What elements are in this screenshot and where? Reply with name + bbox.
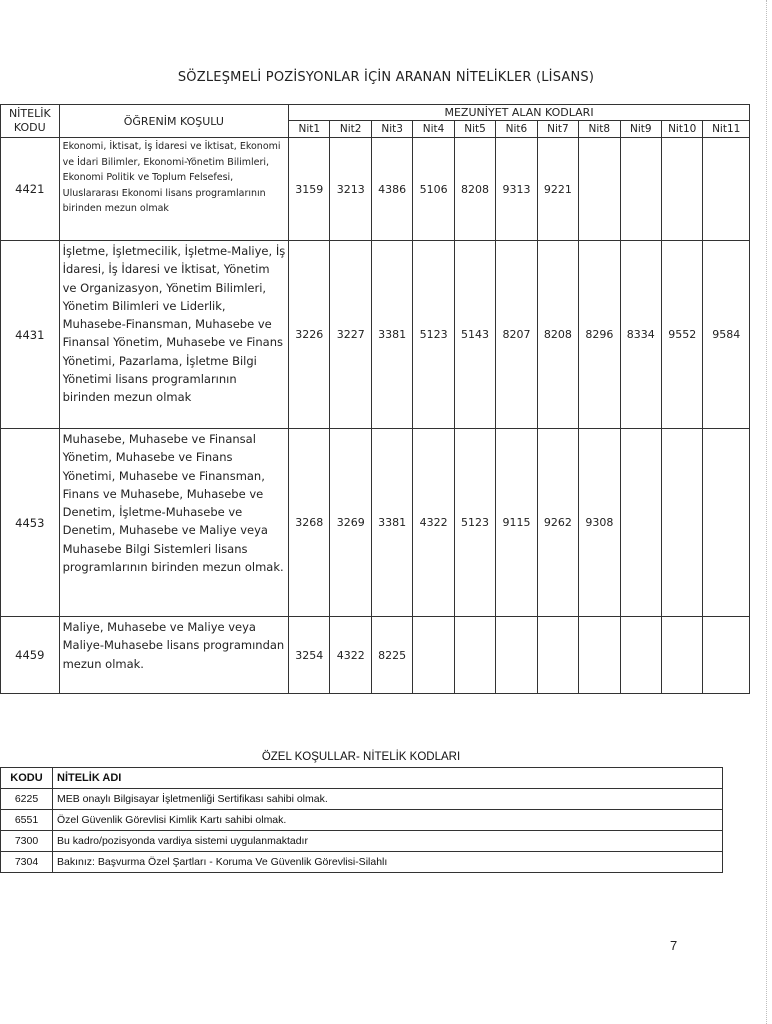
alan-kodu-cell: 5123 — [454, 429, 495, 617]
alan-kodu-cell: 9262 — [537, 429, 578, 617]
header-mezuniyet-alan-kodlari: MEZUNİYET ALAN KODLARI — [289, 105, 750, 121]
special-nitelik-adi-cell: MEB onaylı Bilgisayar İşletmenliği Sertifikası sahibi olmak. — [53, 789, 723, 810]
table-row — [1, 429, 750, 617]
alan-kodu-cell: 4386 — [371, 138, 412, 241]
special-nitelik-adi-cell: Özel Güvenlik Görevlisi Kimlik Kartı sahibi olmak. — [53, 810, 723, 831]
header-nit: Nit2 — [330, 121, 371, 138]
alan-kodu-cell: 9308 — [579, 429, 620, 617]
alan-kodu-cell — [703, 617, 750, 694]
alan-kodu-cell: 9115 — [496, 429, 537, 617]
ogrenim-kosulu-cell: İşletme, İşletmecilik, İşletme-Maliye, İş İdaresi, İş İdaresi ve İktisat, Yönetim ve Organizasyon, Yönetim Bilimleri, Yönetim Bilimleri ve Liderlik, Muhasebe-Finansman, Muhasebe ve Finansal Yönetim, Muhasebe ve Finans Yönetimi, Pazarlama, İşletme Bilgi Yönetimi lisans programlarının birinden mezun olmak — [59, 241, 288, 429]
alan-kodu-cell — [413, 617, 454, 694]
nitelik-kodu-cell: 4421 — [1, 138, 60, 241]
alan-kodu-cell: 5106 — [413, 138, 454, 241]
header-nit: Nit7 — [537, 121, 578, 138]
nitelik-kodu-cell: 4453 — [1, 429, 60, 617]
alan-kodu-cell: 9584 — [703, 241, 750, 429]
alan-kodu-cell: 3254 — [289, 617, 330, 694]
table-row — [1, 617, 750, 694]
page-edge-divider — [766, 0, 767, 1024]
header-nit: Nit3 — [371, 121, 412, 138]
ogrenim-kosulu-cell: Muhasebe, Muhasebe ve Finansal Yönetim, Muhasebe ve Finans Yönetimi, Muhasebe ve Finansman, Finans ve Muhasebe, Muhasebe ve Denetim, İşletme-Muhasebe ve Denetim, Muhasebe ve Maliye veya Muhasebe Bilgi Sistemleri lisans programlarının birinden mezun olmak. — [59, 429, 288, 617]
alan-kodu-cell: 8296 — [579, 241, 620, 429]
alan-kodu-cell — [454, 617, 495, 694]
table-row — [1, 831, 723, 852]
alan-kodu-cell: 8208 — [454, 138, 495, 241]
special-conditions-table — [0, 767, 723, 873]
alan-kodu-cell: 5123 — [413, 241, 454, 429]
table-row — [1, 852, 723, 873]
ogrenim-kosulu-cell: Maliye, Muhasebe ve Maliye veya Maliye-Muhasebe lisans programından mezun olmak. — [59, 617, 288, 694]
nitelik-kodu-cell: 4459 — [1, 617, 60, 694]
header-ogrenim-kosulu: ÖĞRENİM KOŞULU — [59, 105, 288, 138]
page-title: SÖZLEŞMELİ POZİSYONLAR İÇİN ARANAN NİTELİKLER (LİSANS) — [177, 70, 595, 85]
alan-kodu-cell: 8334 — [620, 241, 661, 429]
table-row — [1, 241, 750, 429]
alan-kodu-cell: 3381 — [371, 241, 412, 429]
alan-kodu-cell — [661, 617, 702, 694]
alan-kodu-cell: 9552 — [661, 241, 702, 429]
alan-kodu-cell — [579, 617, 620, 694]
alan-kodu-cell — [620, 429, 661, 617]
alan-kodu-cell: 4322 — [413, 429, 454, 617]
special-kodu-cell: 6551 — [1, 810, 53, 831]
special-nitelik-adi-cell: Bu kadro/pozisyonda vardiya sistemi uygulanmaktadır — [53, 831, 723, 852]
alan-kodu-cell — [620, 138, 661, 241]
header-nit: Nit8 — [579, 121, 620, 138]
alan-kodu-cell — [703, 429, 750, 617]
special-nitelik-adi-cell: Bakınız: Başvurma Özel Şartları - Koruma Ve Güvenlik Görevlisi-Silahlı — [53, 852, 723, 873]
alan-kodu-cell: 8208 — [537, 241, 578, 429]
header-nitelik-adi: NİTELİK ADI — [53, 768, 723, 789]
ogrenim-kosulu-cell: Ekonomi, İktisat, İş İdaresi ve İktisat, Ekonomi ve İdari Bilimler, Ekonomi-Yönetim Bilimleri, Ekonomi Politik ve Toplum Felsefesi, Uluslararası Ekonomi lisans programlarının birinden mezun olmak — [59, 138, 288, 241]
alan-kodu-cell — [620, 617, 661, 694]
alan-kodu-cell: 8207 — [496, 241, 537, 429]
special-kodu-cell: 7304 — [1, 852, 53, 873]
alan-kodu-cell: 3268 — [289, 429, 330, 617]
special-conditions-title: ÖZEL KOŞULLAR- NİTELİK KODLARI — [261, 751, 461, 763]
header-nit: Nit10 — [661, 121, 702, 138]
alan-kodu-cell — [661, 138, 702, 241]
alan-kodu-cell: 3226 — [289, 241, 330, 429]
alan-kodu-cell — [661, 429, 702, 617]
alan-kodu-cell: 4322 — [330, 617, 371, 694]
header-kodu: KODU — [1, 768, 53, 789]
alan-kodu-cell: 3381 — [371, 429, 412, 617]
alan-kodu-cell — [579, 138, 620, 241]
alan-kodu-cell: 3213 — [330, 138, 371, 241]
special-kodu-cell: 6225 — [1, 789, 53, 810]
header-nitelik-kodu: NİTELİK KODU — [1, 105, 60, 138]
alan-kodu-cell: 3269 — [330, 429, 371, 617]
alan-kodu-cell — [496, 617, 537, 694]
table-row — [1, 138, 750, 241]
header-nit: Nit11 — [703, 121, 750, 138]
alan-kodu-cell: 5143 — [454, 241, 495, 429]
qualifications-table — [0, 104, 750, 694]
header-nit: Nit4 — [413, 121, 454, 138]
table-row — [1, 789, 723, 810]
special-kodu-cell: 7300 — [1, 831, 53, 852]
header-nit: Nit1 — [289, 121, 330, 138]
alan-kodu-cell — [537, 617, 578, 694]
alan-kodu-cell: 9221 — [537, 138, 578, 241]
header-nit: Nit6 — [496, 121, 537, 138]
alan-kodu-cell: 8225 — [371, 617, 412, 694]
header-nit: Nit9 — [620, 121, 661, 138]
table-row — [1, 810, 723, 831]
nitelik-kodu-cell: 4431 — [1, 241, 60, 429]
alan-kodu-cell: 9313 — [496, 138, 537, 241]
page-number: 7 — [670, 938, 678, 953]
header-nit: Nit5 — [454, 121, 495, 138]
alan-kodu-cell — [703, 138, 750, 241]
alan-kodu-cell: 3159 — [289, 138, 330, 241]
alan-kodu-cell: 3227 — [330, 241, 371, 429]
